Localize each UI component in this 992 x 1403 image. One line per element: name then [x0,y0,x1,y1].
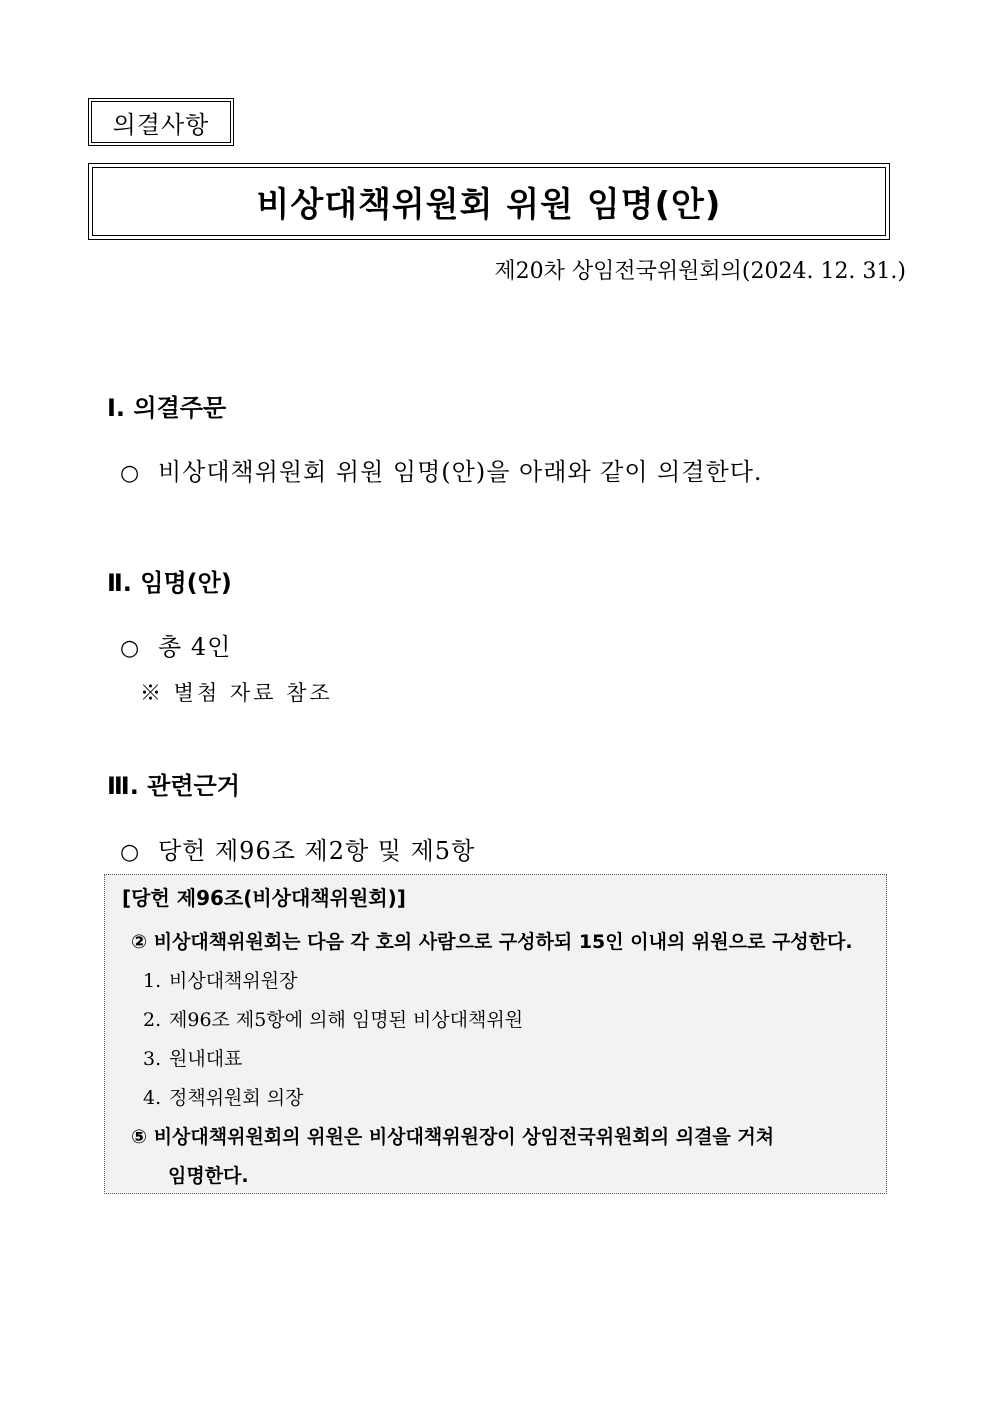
section-3-title: 관련근거 [147,772,240,800]
section-2-title: 임명(안) [140,569,232,597]
reference-item [143,1083,304,1110]
reference-item [143,1044,242,1071]
section-2-bullet [120,627,231,662]
attachment-note: ※ 별첨 자료 참조 [140,681,333,705]
agenda-tag-box [88,98,234,146]
circle-bullet-icon: ○ [120,840,141,865]
circle-bullet-icon: ○ [120,636,141,661]
reference-item-number: 4. [143,1087,162,1109]
reference-paragraph-5-line-1: ⑤ 비상대책위원회의 위원은 비상대책위원장이 상임전국위원회의 의결을 거쳐 [131,1126,775,1148]
reference-paragraph-5-line-2: 임명한다. [168,1165,249,1187]
section-2-numeral: Ⅱ. [107,569,132,597]
section-1-bullet [120,452,763,487]
reference-item-text: 원내대표 [169,1048,243,1070]
document-title: 비상대책위원회 위원 임명(안) [92,167,886,236]
section-1-heading [107,388,226,423]
section-2-bullet-text: 총 4인 [158,633,232,661]
section-3-bullet [120,831,475,866]
reference-item-text: 정책위원회 의장 [169,1087,304,1109]
reference-item-text: 제96조 제5항에 의해 임명된 비상대책위원 [169,1009,524,1031]
reference-item-text: 비상대책위원장 [169,970,298,992]
section-3-bullet-text: 당헌 제96조 제2항 및 제5항 [158,837,476,865]
reference-item [143,966,297,993]
section-3-numeral: Ⅲ. [107,772,139,800]
section-1-title: 의결주문 [133,394,227,422]
reference-item [143,1005,523,1032]
reference-title: [당헌 제96조(비상대책위원회)] [122,886,406,910]
reference-item-number: 1. [143,970,162,992]
section-1-bullet-text: 비상대책위원회 위원 임명(안)을 아래와 같이 의결한다. [158,458,763,486]
title-box [88,163,890,240]
section-2-heading [107,563,232,598]
section-3-heading [107,766,240,801]
reference-item-number: 3. [143,1048,162,1070]
reference-paragraph-2: ② 비상대책위원회는 다음 각 호의 사람으로 구성하되 15인 이내의 위원으로 구성한다. [131,931,853,953]
section-1-numeral: Ⅰ. [107,394,126,422]
circle-bullet-icon: ○ [120,461,141,486]
meeting-info: 제20차 상임전국위원회의(2024. 12. 31.) [494,259,906,284]
reference-item-number: 2. [143,1009,162,1031]
agenda-tag-label: 의결사항 [91,101,231,143]
